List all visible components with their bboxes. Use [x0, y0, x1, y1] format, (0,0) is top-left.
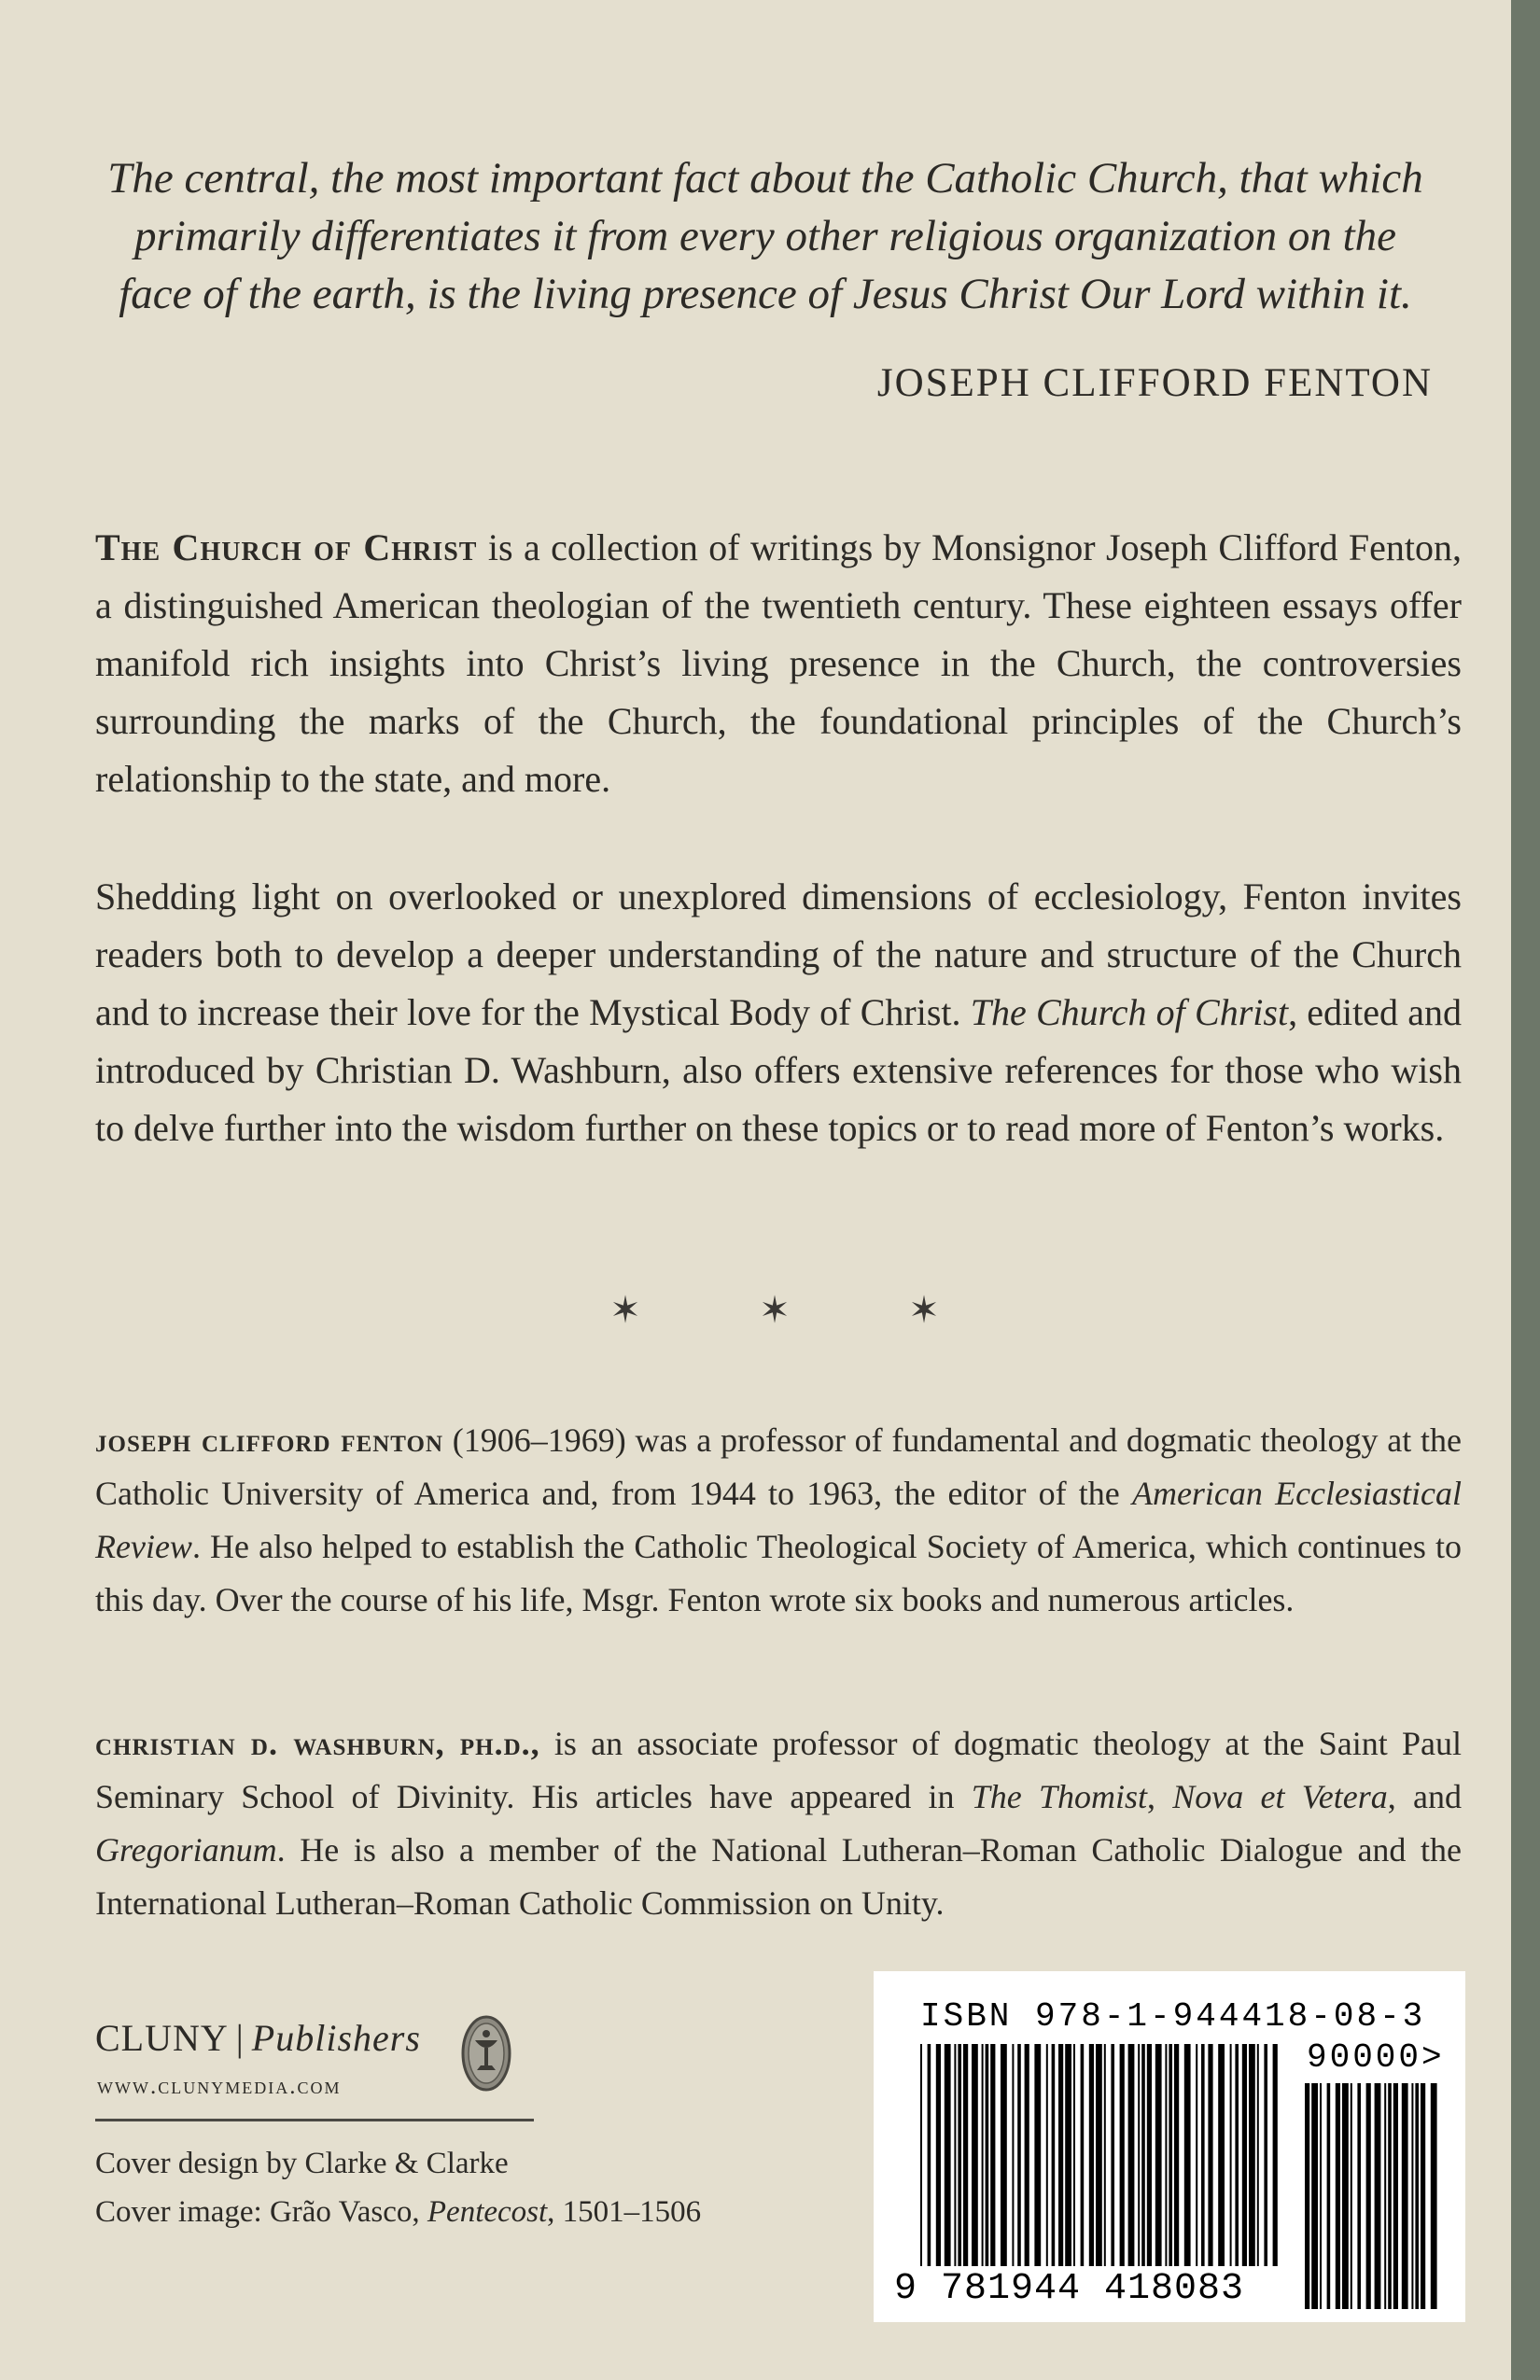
cover-image-credit	[95, 2195, 701, 2230]
washburn-name: christian d. washburn, ph.d.,	[95, 1725, 540, 1762]
isbn-barcode	[874, 1971, 1465, 2322]
fenton-journal: American Ecclesiastical Review	[95, 1475, 1463, 1565]
journal-separator: ,	[1147, 1778, 1173, 1815]
ornament-star-icon: ✶	[908, 1289, 940, 1331]
publisher-name	[95, 2016, 421, 2060]
book-title-lead: The Church of Christ	[95, 526, 478, 568]
price-addon: 90000>	[1307, 2038, 1445, 2077]
para2-book-title: The Church of Christ	[970, 991, 1289, 1033]
cover-image-prefix: Cover image: Grão Vasco,	[95, 2195, 427, 2229]
publisher-seal-icon	[461, 2014, 511, 2093]
journal-thomist: The Thomist	[971, 1778, 1148, 1815]
fenton-bio	[95, 1414, 1462, 1627]
journal-separator: , and	[1387, 1778, 1462, 1815]
cover-image-title: Pentecost	[427, 2195, 548, 2229]
cover-design-credit: Cover design by Clarke & Clarke	[95, 2147, 509, 2180]
fenton-bio-text-b: . He also helped to establish the Catholic Theological Society of America, which continues to this day. Over the course of his life, Msgr. Fenton wrote six books and numerous articles.	[95, 1528, 1462, 1618]
para1-text: is a collection of writings by Monsignor Joseph Clifford Fenton, a distinguished American theologian of the twentieth century. These eighteen essays offer manifold rich insights into Christ’s living presence in the Church, the controversies surrounding the marks of the Church, the foundational principles of the Church’s relationship to the state, and more.	[95, 526, 1462, 800]
isbn-number: ISBN 978-1-944418-08-3	[920, 1997, 1426, 2036]
washburn-bio	[95, 1717, 1462, 1930]
ornament-star-icon: ✶	[609, 1289, 641, 1331]
publisher-label: Publishers	[251, 2017, 421, 2059]
washburn-bio-text-b: . He is also a member of the National Lutheran–Roman Catholic Dialogue and the International Lutheran–Roman Catholic Commission on Unity.	[95, 1831, 1462, 1922]
spine-strip	[1511, 0, 1540, 2380]
para2-text-a: Shedding light on overlooked or unexplored dimensions of ecclesiology, Fenton invites readers both to develop a deeper understanding of the nature and structure of the Church and to increase their love for the Mystical Body of Christ.	[95, 875, 1462, 1033]
journal-nova-et-vetera: Nova et Vetera	[1172, 1778, 1388, 1815]
publisher-url: www.clunymedia.com	[97, 2074, 342, 2099]
ornament-divider	[597, 1288, 952, 1332]
fenton-bio-text-a: (1906–1969) was a professor of fundamental and dogmatic theology at the Catholic University of America and, from 1944 to 1963, the editor of the	[95, 1421, 1462, 1512]
publisher-brand: CLUNY	[95, 2017, 229, 2059]
ornament-star-icon: ✶	[759, 1289, 791, 1331]
epigraph-quote: The central, the most important fact about the Catholic Church, that which primarily differentiates it from every other religious organization on the face of the earth, is the living presence of Jesus Christ Our Lord within it.	[107, 154, 1423, 318]
description-paragraph-2	[95, 868, 1462, 1157]
para2-text-b: , edited and introduced by Christian D. Washburn, also offers extensive references for those who wish to delve further into the wisdom further on these topics or to read more of Fenton’s works.	[95, 991, 1462, 1149]
publisher-divider	[95, 2119, 534, 2121]
washburn-bio-text-a: is an associate professor of dogmatic theology at the Saint Paul Seminary School of Divinity. His articles have appeared in	[95, 1725, 1462, 1815]
fenton-name: joseph clifford fenton	[95, 1421, 444, 1459]
epigraph-author: JOSEPH CLIFFORD FENTON	[876, 361, 1433, 405]
description-paragraph-1	[95, 519, 1462, 808]
barcode-digits: 9 781944 418083	[894, 2268, 1245, 2310]
publisher-pipe: |	[235, 2017, 245, 2059]
journal-gregorianum: Gregorianum	[95, 1831, 277, 1869]
cover-image-suffix: , 1501–1506	[547, 2195, 702, 2229]
